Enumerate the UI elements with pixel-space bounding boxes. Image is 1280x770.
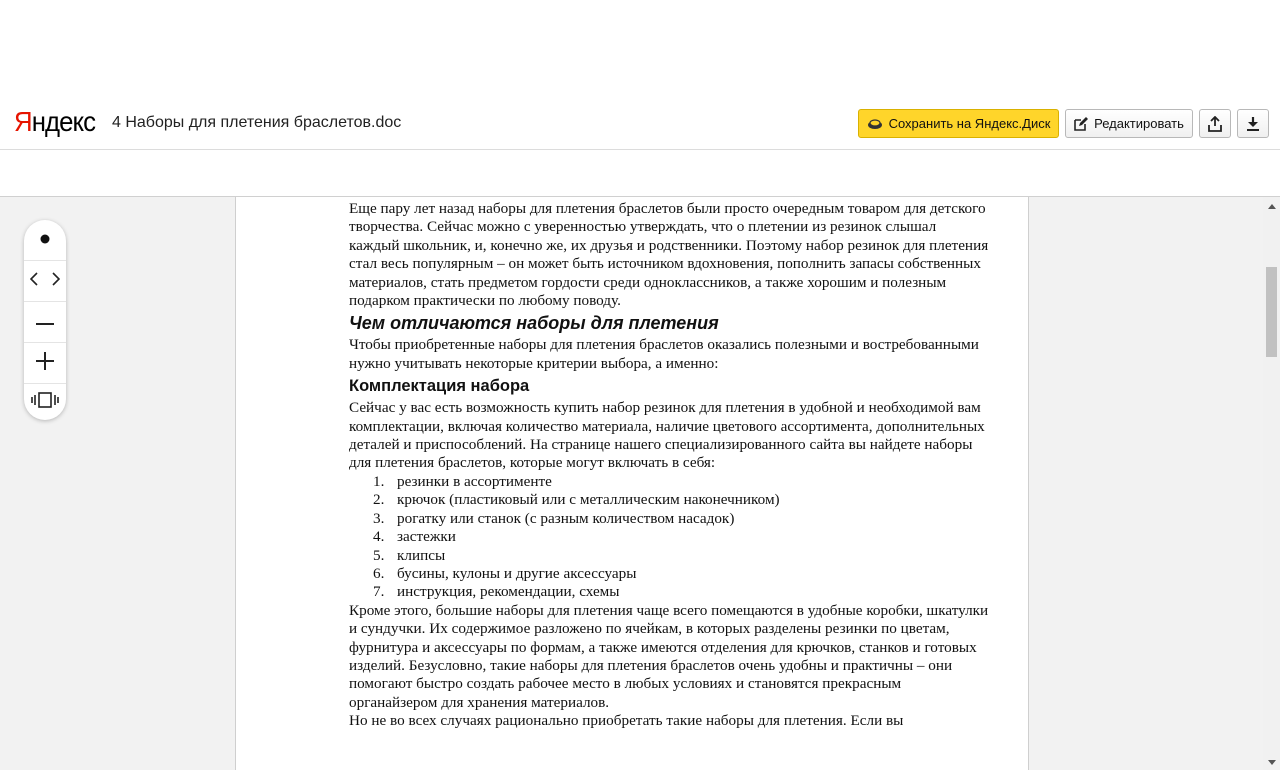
disk-icon bbox=[867, 118, 883, 130]
edit-icon bbox=[1074, 117, 1088, 131]
header-spacer bbox=[0, 150, 1280, 197]
paragraph-cutoff: Но не во всех случаях рационально приобретать такие наборы для плетения. Если вы bbox=[349, 712, 904, 730]
triangle-up-icon bbox=[1268, 197, 1276, 214]
vertical-scrollbar[interactable] bbox=[1263, 197, 1280, 770]
list-item: 5. клипсы bbox=[373, 546, 446, 564]
list-item: 2. крючок (пластиковый или с металлическим наконечником) bbox=[373, 491, 780, 509]
triangle-down-icon bbox=[1268, 752, 1276, 770]
document-page bbox=[235, 197, 1029, 770]
list-item: 3. рогатку или станок (с разным количеством насадок) bbox=[373, 509, 735, 527]
plus-icon bbox=[36, 352, 54, 375]
paragraph-contents: Сейчас у вас есть возможность купить набор резинок для плетения в удобной и необходимой вам комплектации, включая количество материала, наличие цветового ассортимента, дополнительных деталей и приспособлений. На странице нашего специализированного сайта вы найдете наборы для плетения браслетов, которые могут включать в себя: bbox=[349, 399, 985, 472]
paragraph-intro: Еще пару лет назад наборы для плетения браслетов были просто очередным товаром для детского творчества. Сейчас можно с уверенностью утверждать, что о плетении из резинок слышал каждый школьник, и, конечно же, их друзья и родственники. Поэтому набор резинок для плетения стал весь популярным – он может быть источником вдохновения, пополнить запасы собственных материалов, стать предметом гордости среди одноклассников, а также хорошим и полезным подарком практически по любому поводу. bbox=[349, 200, 989, 310]
yandex-logo[interactable] bbox=[14, 106, 95, 138]
header bbox=[0, 98, 1280, 150]
download-button[interactable] bbox=[1237, 109, 1269, 138]
pointer-tool-button[interactable] bbox=[24, 220, 66, 261]
list-item: 4. застежки bbox=[373, 528, 456, 546]
minus-icon bbox=[36, 313, 54, 331]
paragraph-boxes: Кроме этого, большие наборы для плетения чаще всего помещаются в удобные коробки, шкатулки и сундучки. Их содержимое разложено по ячейкам, в которых разделены резинки по цветам, фурнитура и аксессуары по формам, а также имеются отделения для крючков, станков и готовых изделий. Безусловно, такие наборы для плетения браслетов очень удобны и практичны – они помогают быстро создать рабочее место в любых условиях и становятся прекрасным органайзером для хранения материалов. bbox=[349, 601, 989, 711]
fit-page-icon bbox=[30, 392, 60, 413]
scroll-down-arrow[interactable] bbox=[1263, 753, 1280, 769]
zoom-out-button[interactable] bbox=[24, 302, 66, 343]
document-viewer[interactable] bbox=[0, 197, 1280, 770]
dot-icon bbox=[40, 231, 50, 249]
download-icon bbox=[1246, 116, 1260, 132]
heading-differences: Чем отличаются наборы для плетения bbox=[349, 313, 719, 334]
edit-button[interactable] bbox=[1065, 109, 1193, 138]
fit-page-button[interactable] bbox=[24, 384, 66, 420]
list-item: 7. инструкция, рекомендации, схемы bbox=[373, 583, 620, 601]
viewer-toolbar bbox=[24, 220, 66, 420]
logo-first-letter: Я bbox=[14, 106, 32, 137]
document-content bbox=[349, 200, 989, 731]
edit-button-label: Редактировать bbox=[1094, 116, 1184, 131]
page-navigation-button[interactable] bbox=[24, 261, 66, 302]
save-button-label: Сохранить на Яндекс.Диск bbox=[888, 116, 1051, 131]
logo-rest: ндекс bbox=[31, 106, 96, 137]
list-item: 1. резинки в ассортименте bbox=[373, 472, 552, 490]
scrollbar-thumb[interactable] bbox=[1266, 267, 1277, 357]
list-item: 6. бусины, кулоны и другие аксессуары bbox=[373, 564, 637, 582]
chevrons-left-right-icon bbox=[30, 272, 60, 291]
document-title: 4 Наборы для плетения браслетов.doc bbox=[112, 114, 402, 131]
scroll-up-arrow[interactable] bbox=[1263, 197, 1280, 213]
heading-contents: Комплектация набора bbox=[349, 377, 530, 396]
share-icon bbox=[1208, 116, 1222, 132]
save-to-disk-button[interactable] bbox=[858, 109, 1059, 138]
share-button[interactable] bbox=[1199, 109, 1231, 138]
paragraph-criteria: Чтобы приобретенные наборы для плетения браслетов оказались полезными и востребованными нужно учитывать некоторые критерии выбора, а именно: bbox=[349, 336, 979, 372]
zoom-in-button[interactable] bbox=[24, 343, 66, 384]
contents-list bbox=[349, 473, 989, 602]
